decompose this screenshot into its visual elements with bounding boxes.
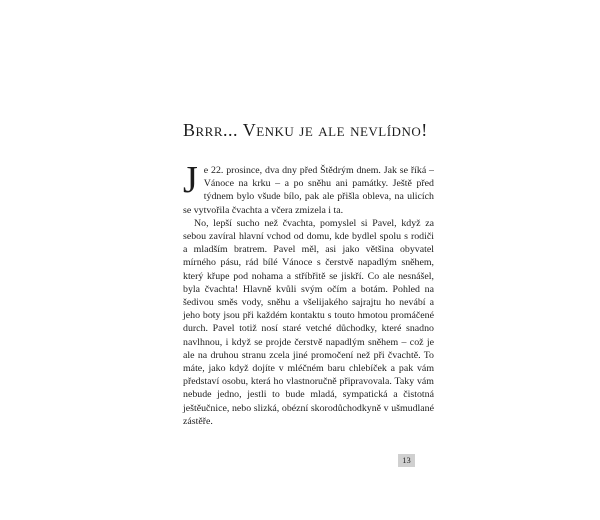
body-text	[183, 159, 434, 428]
drop-cap: J	[183, 159, 198, 201]
paragraph-2: No, lepší sucho než čvachta, pomyslel si Pavel, když za sebou zavíral hlavní vchod od domu, kde bydlel spolu s rodiči a mladším bratrem. Pavel měl, asi jako většina obyvatel mírného pásu, rád bílé Vánoce s čerstvě napadlým sněhem, který křupe pod nohama a stříbřitě se jiskří. Co ale nesnášel, byla čvachta! Hlavně kvůli svým očím a botám. Pohled na šedivou směs vody, sněhu a všelijakého sajrajtu ho nevábí a jeho boty jsou při každém kontaktu s touto hmotou promáčené durch. Pavel totiž nosí staré vetché důchodky, které snadno navlhnou, i když se projde čerstvě napadlým sněhem – což je ale na druhou stranu zcela jiné promočení než při čvachtě. To máte, jako když dojíte v mléčném baru chlebíček a pak vám představí osobu, která ho vlastnoručně připravovala. Taky vám nebude jedno, jestli to bude mladá, sympatická a čistotná ještěučnice, nebo slizká, obézní skorodůchodkyně v ušmudlané zástěře.	[183, 217, 434, 427]
paragraph-1-text: e 22. prosince, dva dny před Štědrým dnem. Jak se říká – Vánoce na krku – a po sněhu ani památky. Ještě před týdnem bylo všude bílo, pak ale přišla obleva, na ulicích se vytvořila čvachta a včera zmizela i ta.	[183, 165, 434, 216]
page-number: 13	[398, 454, 415, 467]
paragraph-1	[183, 159, 434, 217]
chapter-title: Brrr... Venku je ale nevlídno!	[183, 120, 428, 140]
